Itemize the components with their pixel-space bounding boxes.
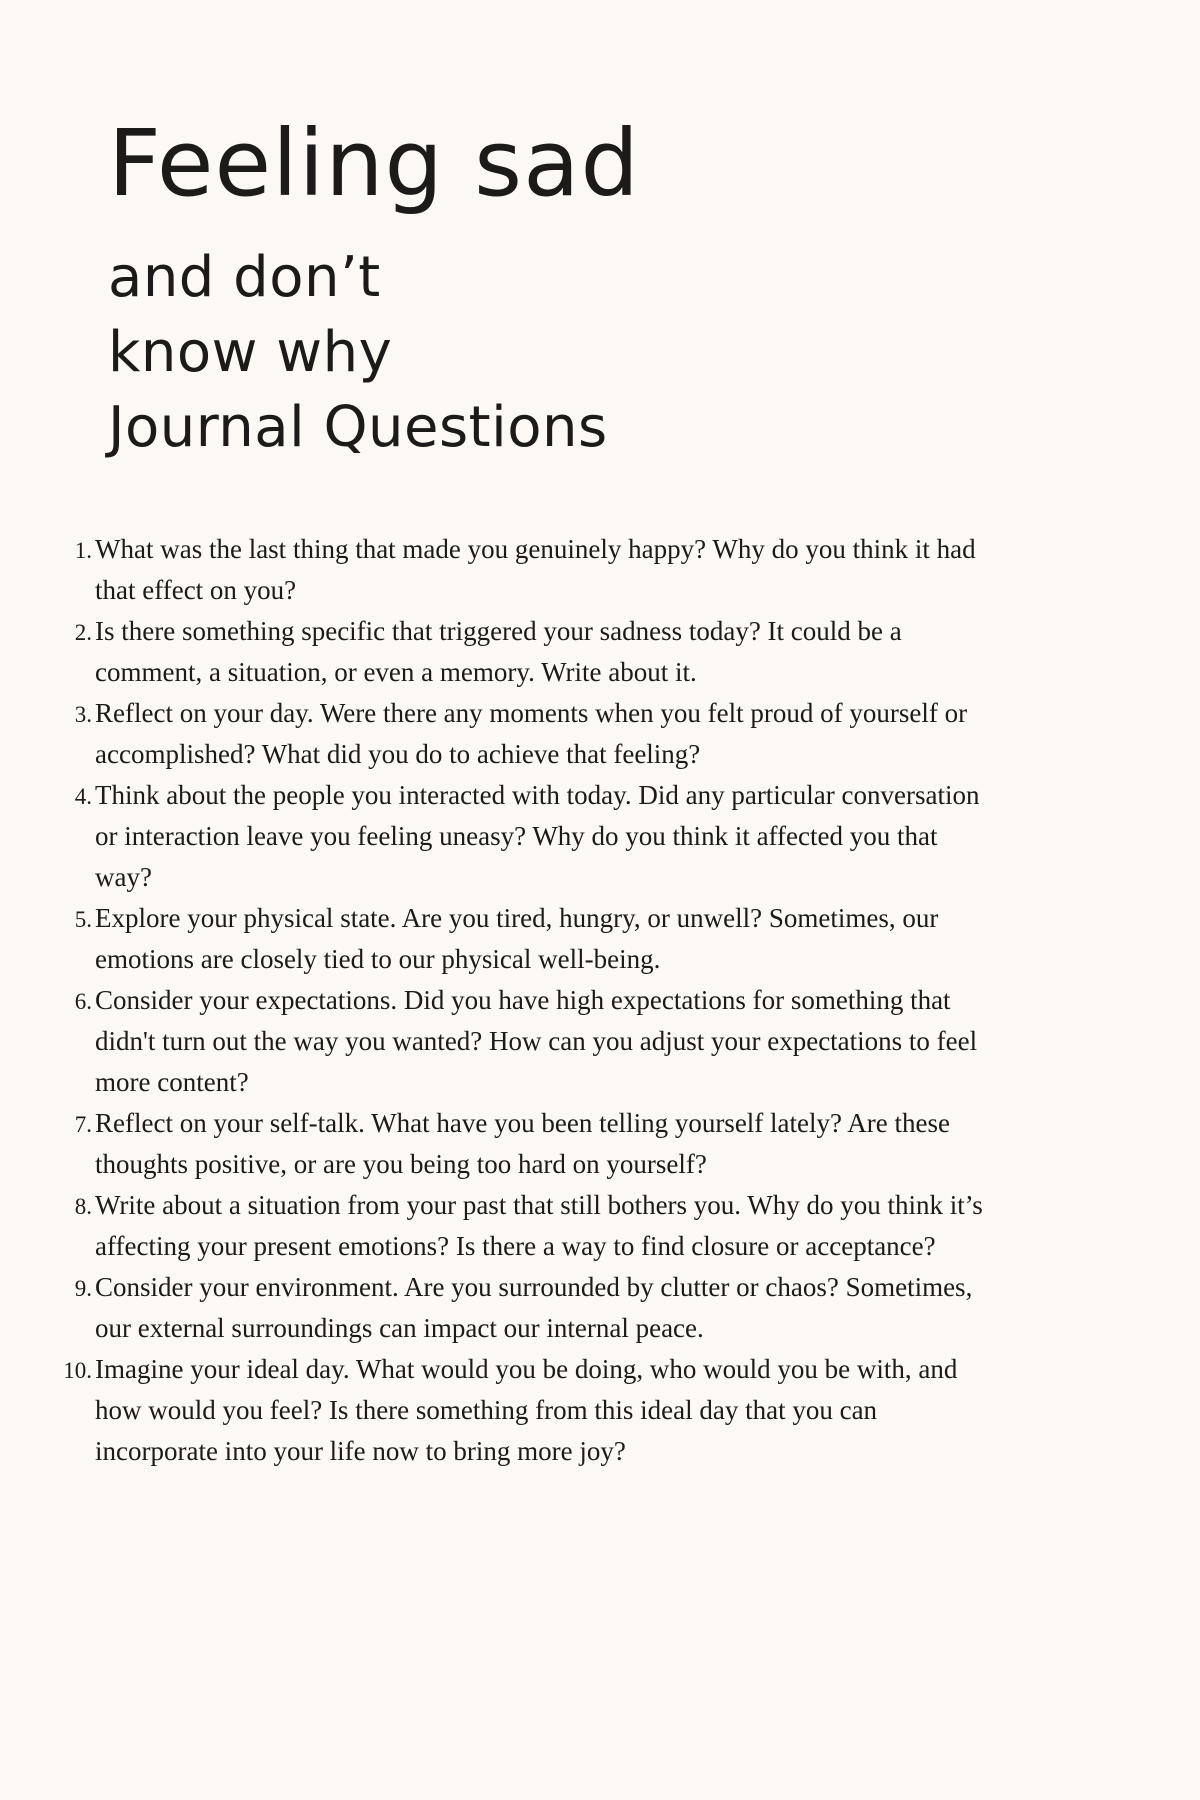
question-item: Reflect on your day. Were there any moments when you felt proud of yourself or accomplished? What did you do to achieve that feeling? xyxy=(95,698,968,769)
subtitle-line-2: know why xyxy=(108,320,393,385)
page-title: Feeling sad xyxy=(108,110,640,217)
page-subtitle xyxy=(108,240,1140,465)
question-item: Write about a situation from your past that still bothers you. Why do you think it’s affecting your present emotions? Is there a way to find closure or acceptance? xyxy=(95,1190,983,1261)
question-item: Consider your environment. Are you surrounded by clutter or chaos? Sometimes, our external surroundings can impact our internal peace. xyxy=(95,1272,973,1343)
question-item: Reflect on your self-talk. What have you been telling yourself lately? Are these thoughts positive, or are you being too hard on yourself? xyxy=(95,1108,950,1179)
subtitle-line-3: Journal Questions xyxy=(108,395,608,460)
question-item: Imagine your ideal day. What would you be doing, who would you be with, and how would you feel? Is there something from this ideal day that you can incorporate into your life now to bring more joy? xyxy=(95,1354,958,1466)
question-item: What was the last thing that made you genuinely happy? Why do you think it had that effect on you? xyxy=(95,534,976,605)
header xyxy=(0,0,1200,465)
question-item: Think about the people you interacted with today. Did any particular conversation or interaction leave you feeling uneasy? Why do you think it affected you that way? xyxy=(95,780,980,892)
question-item: Is there something specific that triggered your sadness today? It could be a comment, a situation, or even a memory. Write about it. xyxy=(95,616,902,687)
questions-list xyxy=(0,529,1200,1472)
subtitle-line-1: and don’t xyxy=(108,245,381,310)
question-item: Explore your physical state. Are you tired, hungry, or unwell? Sometimes, our emotions are closely tied to our physical well-being. xyxy=(95,903,939,974)
question-item: Consider your expectations. Did you have high expectations for something that didn't turn out the way you wanted? How can you adjust your expectations to feel more content? xyxy=(95,985,978,1097)
